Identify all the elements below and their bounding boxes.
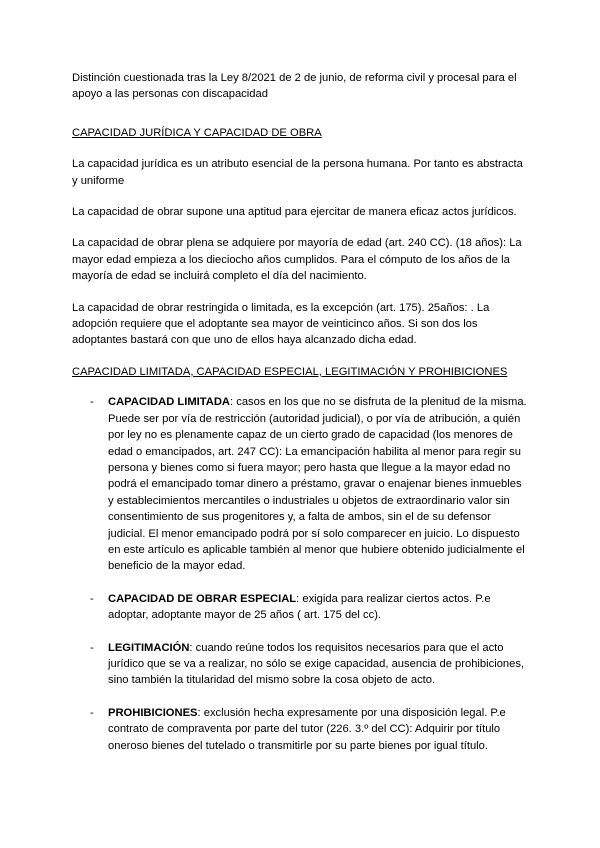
- section-heading-capacidad-limitada: CAPACIDAD LIMITADA, CAPACIDAD ESPECIAL, LEGITIMACIÓN Y PROHIBICIONES: [72, 365, 508, 378]
- term-legitimacion: LEGITIMACIÓN: [108, 641, 190, 654]
- definition-legitimacion: : cuando reúne todos los requisitos necesarios para que el acto jurídico que se va a realizar, no sólo se exige capacidad, ausencia de prohibiciones, sino también la titularidad del mismo sobre la cosa objeto de acto.: [108, 641, 525, 687]
- document-page: [72, 70, 528, 770]
- bullet-dash: -: [90, 706, 94, 719]
- term-prohibiciones: PROHIBICIONES: [108, 706, 198, 719]
- bullet-dash: -: [90, 396, 94, 409]
- definition-capacidad-limitada: : casos en los que no se disfruta de la plenitud de la misma. Puede ser por vía de restricción (autoridad judicial), o por vía de atribución, a quién por ley no es plenamente capaz de un cierto grado de capacidad (los menores de edad o emancipados, art. 247 CC): La emancipación habilita al menor para regir su persona y bienes como si fuera mayor; pero hasta que llegue a la mayor edad no podrá el emancipado tomar dinero a préstamo, gravar o enajenar bienes inmuebles y establecimientos mercantiles o industriales u objetos de extraordinario valor sin consentimiento de sus progenitores y, a falta de ambos, sin el de su defensor judicial. El menor emancipado podrá por sí solo comparecer en juicio. Lo dispuesto en este artículo es aplicable también al menor que hubiere obtenido judicialmente el beneficio de la mayor edad.: [108, 396, 527, 573]
- paragraph-capacidad-juridica: La capacidad jurídica es un atributo esencial de la persona humana. Por tanto es abstracta y uniforme: [72, 158, 523, 187]
- term-capacidad-limitada: CAPACIDAD LIMITADA: [108, 396, 231, 409]
- list-item-legitimacion: [72, 640, 528, 689]
- paragraph-capacidad-obrar-plena: La capacidad de obrar plena se adquiere por mayoría de edad (art. 240 CC). (18 años): La mayor edad empieza a los dieciocho años cumplidos. Para el cómputo de los años de la mayoría de edad se incluirá completo el día del nacimiento.: [72, 237, 522, 283]
- paragraph-capacidad-obrar: La capacidad de obrar supone una aptitud para ejercitar de manera eficaz actos jurídicos.: [72, 206, 517, 219]
- definition-capacidad-obrar-especial: : exigida para realizar ciertos actos. P.e adoptar, adoptante mayor de 25 años ( art. 175 del cc).: [108, 592, 491, 622]
- section-heading-capacidad-juridica: CAPACIDAD JURÍDICA Y CAPACIDAD DE OBRA: [72, 126, 322, 139]
- list-item-capacidad-obrar-especial: [72, 591, 528, 624]
- definitions-list: [72, 394, 528, 754]
- list-item-capacidad-limitada: [72, 394, 528, 574]
- term-capacidad-obrar-especial: CAPACIDAD DE OBRAR ESPECIAL: [108, 592, 297, 605]
- definition-prohibiciones: : exclusión hecha expresamente por una disposición legal. P.e contrato de compraventa por parte del tutor (226. 3.º del CC): Adquirir por título oneroso bienes del tutelado o transmitirle por su parte bienes por igual título.: [108, 706, 506, 752]
- bullet-dash: -: [90, 641, 94, 654]
- bullet-dash: -: [90, 592, 94, 605]
- list-item-prohibiciones: [72, 705, 528, 754]
- intro-paragraph: Distinción cuestionada tras la Ley 8/2021 de 2 de junio, de reforma civil y procesal para el apoyo a las personas con discapacidad: [72, 72, 517, 101]
- paragraph-capacidad-obrar-restringida: La capacidad de obrar restringida o limitada, es la excepción (art. 175). 25años: . La adopción requiere que el adoptante sea mayor de veinticinco años. Si son dos los adoptantes bastará con que uno de ellos haya alcanzado dicha edad.: [72, 301, 490, 347]
